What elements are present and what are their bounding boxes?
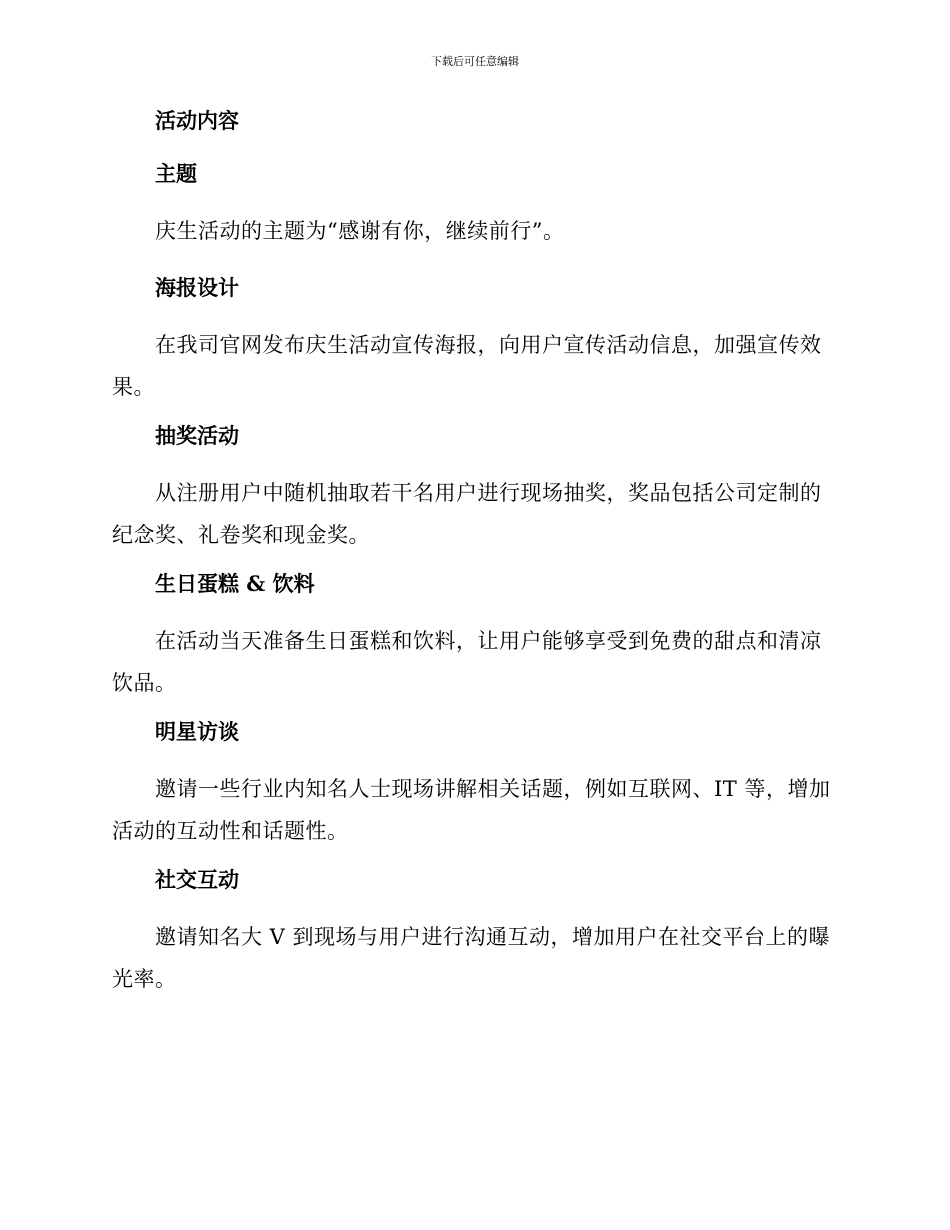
document-body (112, 104, 838, 1011)
paragraph-poster-design: 在我司官网发布庆生活动宣传海报，向用户宣传活动信息，加强宣传效果。 (112, 333, 822, 399)
paragraph-social-interaction: 邀请知名大 V 到现场与用户进行沟通互动，增加用户在社交平台上的曝光率。 (112, 925, 831, 991)
section-title-theme: 主题 (155, 161, 197, 186)
header-note: 下载后可任意编辑 (431, 55, 519, 68)
paragraph-lottery: 从注册用户中随机抽取若干名用户进行现场抽奖，奖品包括公司定制的纪念奖、礼卷奖和现金奖。 (112, 481, 822, 547)
section-title-celebrity-interview: 明星访谈 (155, 719, 239, 744)
paragraph-cake-drinks: 在活动当天准备生日蛋糕和饮料，让用户能够享受到免费的甜点和清凉饮品。 (112, 629, 822, 695)
section-title-poster-design: 海报设计 (155, 275, 239, 300)
paragraph-celebrity-interview: 邀请一些行业内知名人士现场讲解相关话题，例如互联网、IT 等，增加活动的互动性和话题性。 (112, 777, 831, 843)
section-title-cake-drinks: 生日蛋糕 & 饮料 (155, 571, 315, 596)
paragraph-theme: 庆生活动的主题为“感谢有你，继续前行”。 (155, 219, 565, 243)
section-title-social-interaction: 社交互动 (155, 867, 239, 892)
section-title-activity-content: 活动内容 (155, 108, 239, 133)
section-title-lottery: 抽奖活动 (155, 423, 239, 448)
